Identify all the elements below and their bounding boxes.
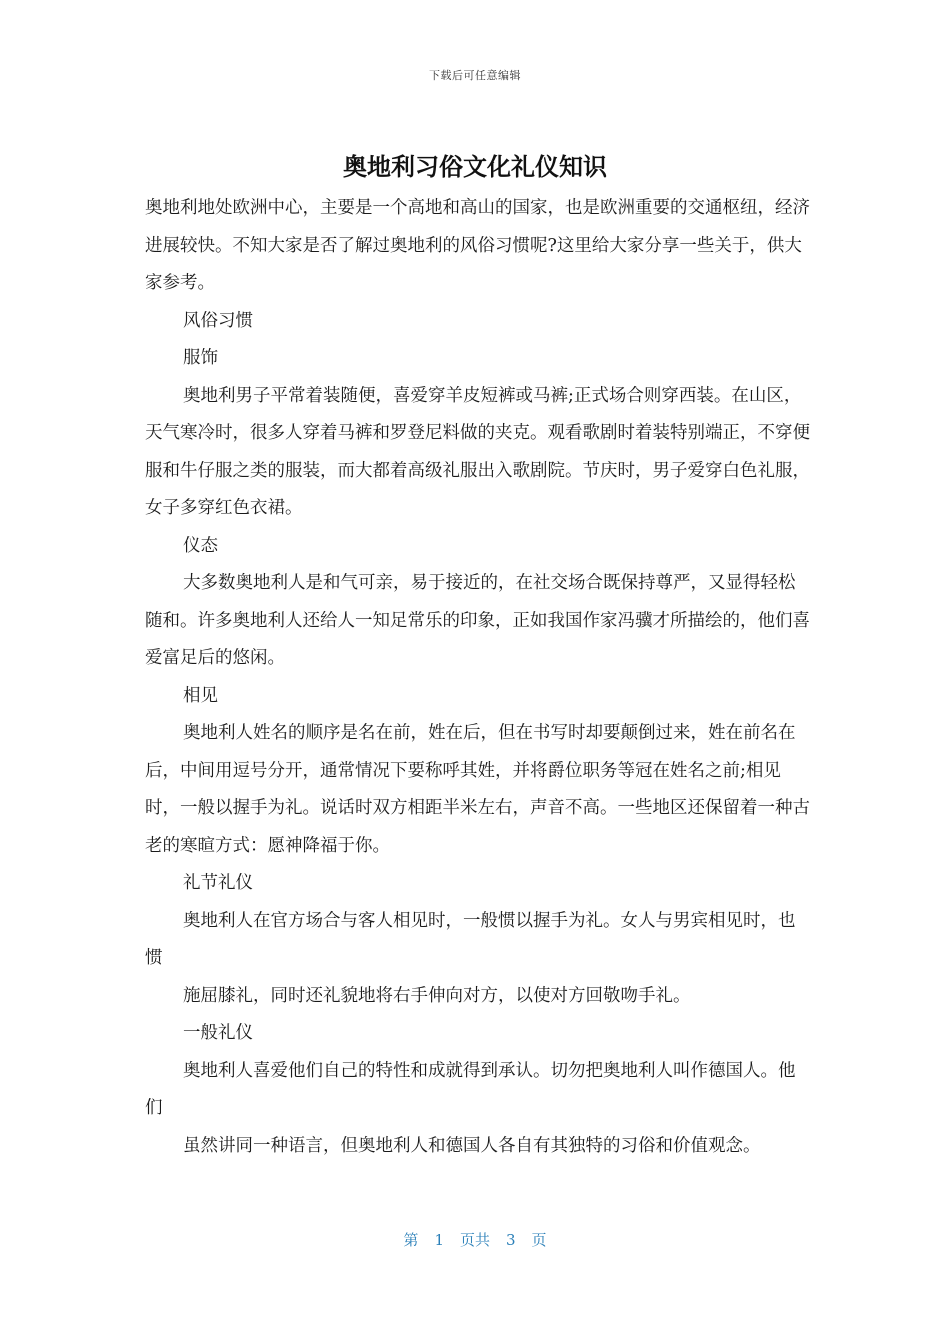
header-note: 下载后可任意编辑 [429,69,521,82]
paragraph: 虽然讲同一种语言，但奥地利人和德国人各自有其独特的习俗和价值观念。 [183,1135,761,1156]
page-total: 3 [506,1231,516,1249]
section-heading: 相见 [183,685,218,706]
document-title: 奥地利习俗文化礼仪知识 [343,153,607,181]
paragraph: 奥地利地处欧洲中心，主要是一个高地和高山的国家，也是欧洲重要的交通枢纽，经济进展较快。不知大家是否了解过奥地利的风俗习惯呢?这里给大家分享一些关于，供大家参考。 [145,198,810,293]
paragraph: 奥地利人在官方场合与客人相见时，一般惯以握手为礼。女人与男宾相见时，也惯 [145,910,796,968]
paragraph: 施屈膝礼，同时还礼貌地将右手伸向对方，以使对方回敬吻手礼。 [183,985,691,1006]
document-body [145,190,810,1165]
section-heading: 仪态 [183,535,218,556]
section-heading: 服饰 [183,348,218,368]
section-heading: 风俗习惯 [183,310,253,331]
page-number: 1 [434,1231,444,1249]
section-heading: 一般礼仪 [183,1023,253,1043]
paragraph: 大多数奥地利人是和气可亲，易于接近的，在社交场合既保持尊严，又显得轻松随和。许多奥地利人还给人一知足常乐的印象，正如我国作家冯骥才所描绘的，他们喜爱富足后的悠闲。 [145,573,810,668]
paragraph: 奥地利男子平常着装随便，喜爱穿羊皮短裤或马裤;正式场合则穿西装。在山区，天气寒冷时，很多人穿着马裤和罗登尼料做的夹克。观看歌剧时着装特别端正，不穿便服和牛仔服之类的服装，而大都着高级礼服出入歌剧院。节庆时，男子爱穿白色礼服，女子多穿红色衣裙。 [145,385,810,518]
page-footer [0,1229,950,1250]
page-suffix: 页 [531,1231,547,1249]
paragraph: 奥地利人姓名的顺序是名在前，姓在后，但在书写时却要颠倒过来，姓在前名在后，中间用逗号分开，通常情况下要称呼其姓，并将爵位职务等冠在姓名之前;相见时，一般以握手为礼。说话时双方相距半米左右，声音不高。一些地区还保留着一种古老的寒暄方式：愿神降福于你。 [145,723,810,856]
page-label: 第 [403,1231,419,1249]
page-of-label: 页共 [459,1231,490,1249]
paragraph: 奥地利人喜爱他们自己的特性和成就得到承认。切勿把奥地利人叫作德国人。他们 [145,1060,796,1118]
section-heading: 礼节礼仪 [183,873,253,893]
